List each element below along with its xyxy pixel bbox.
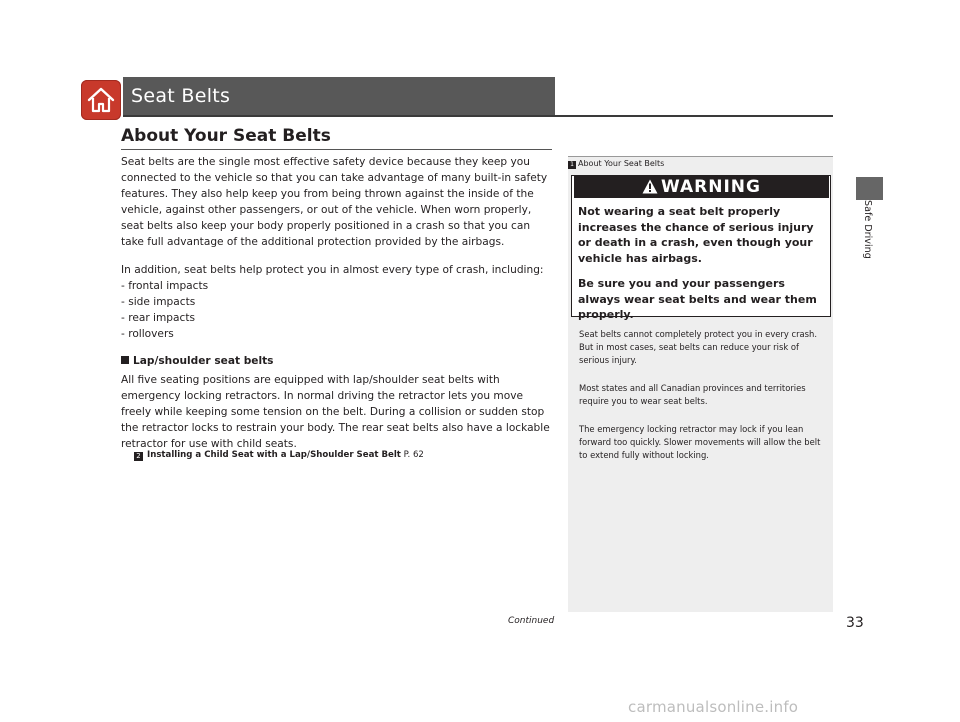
list-item: - side impacts [121, 296, 196, 308]
intro-paragraph: Seat belts are the single most effective safety device because they keep you connected to the vehicle so that you can take advantage of many built-in safety features. They also help keep you from being thrown against the inside of the vehicle, against other passengers, or out of the vehicle. When worn properly, seat belts also keep your body properly positioned in a crash so that you can take full advantage of the additional protection provided by the airbags. [121, 156, 548, 248]
home-icon [86, 86, 116, 114]
home-button[interactable] [81, 80, 121, 120]
warning-text-2: Be sure you and your passengers always wear seat belts and wear them properly. [578, 277, 817, 321]
watermark: carmanualsonline.info [628, 698, 799, 716]
chapter-title-bar [123, 77, 555, 115]
section-title: About Your Seat Belts [121, 126, 331, 146]
chapter-tab[interactable] [856, 177, 883, 200]
continued-label: Continued [508, 616, 555, 626]
subheading [121, 355, 274, 367]
chapter-title: Seat Belts [131, 85, 231, 107]
xref-label: Installing a Child Seat with a Lap/Shoulder Seat Belt [147, 450, 401, 460]
warning-text-1: Not wearing a seat belt properly increases the chance of serious injury or death in a crash, even though your vehicle has airbags. [578, 205, 814, 265]
section-divider [121, 149, 552, 150]
cross-reference-link[interactable] [134, 450, 424, 461]
crash-intro: In addition, seat belts help protect you in almost every type of crash, including: [121, 264, 544, 276]
subheading-paragraph: All five seating positions are equipped with lap/shoulder seat belts with emergency locking retractors. In normal driving the retractor lets you move freely while keeping some tension on the belt. During a collision or sudden stop the retractor locks to restrain your body. The rear seat belts also have a lockable retractor for use with child seats. [121, 374, 550, 450]
sidebar-header [568, 156, 833, 170]
crash-types-list [121, 278, 208, 342]
square-bullet-icon [121, 356, 129, 364]
list-item: - rear impacts [121, 312, 196, 324]
xref-page: P. 62 [403, 450, 424, 460]
sidebar-note-2: Most states and all Canadian provinces and territories require you to wear seat belts. [579, 383, 806, 406]
title-divider [123, 115, 833, 117]
sidebar-note-1: Seat belts cannot completely protect you in every crash. But in most cases, seat belts can reduce your risk of serious injury. [579, 329, 818, 365]
list-item: - rollovers [121, 328, 174, 340]
subheading-text: Lap/shoulder seat belts [133, 355, 274, 367]
xref-arrow-icon: 2 [134, 452, 143, 461]
list-item: - frontal impacts [121, 280, 209, 292]
chapter-tab-label: Safe Driving [862, 200, 873, 259]
warning-icon [642, 179, 658, 194]
sidebar-marker-icon: 1 [568, 161, 576, 169]
warning-title-bar [574, 176, 829, 198]
warning-title: WARNING [661, 177, 761, 197]
sidebar-note-3: The emergency locking retractor may lock if you lean forward too quickly. Slower movements will allow the belt to extend fully without locking. [579, 424, 821, 460]
sidebar-header-text: About Your Seat Belts [578, 159, 665, 168]
page-number: 33 [846, 615, 864, 631]
